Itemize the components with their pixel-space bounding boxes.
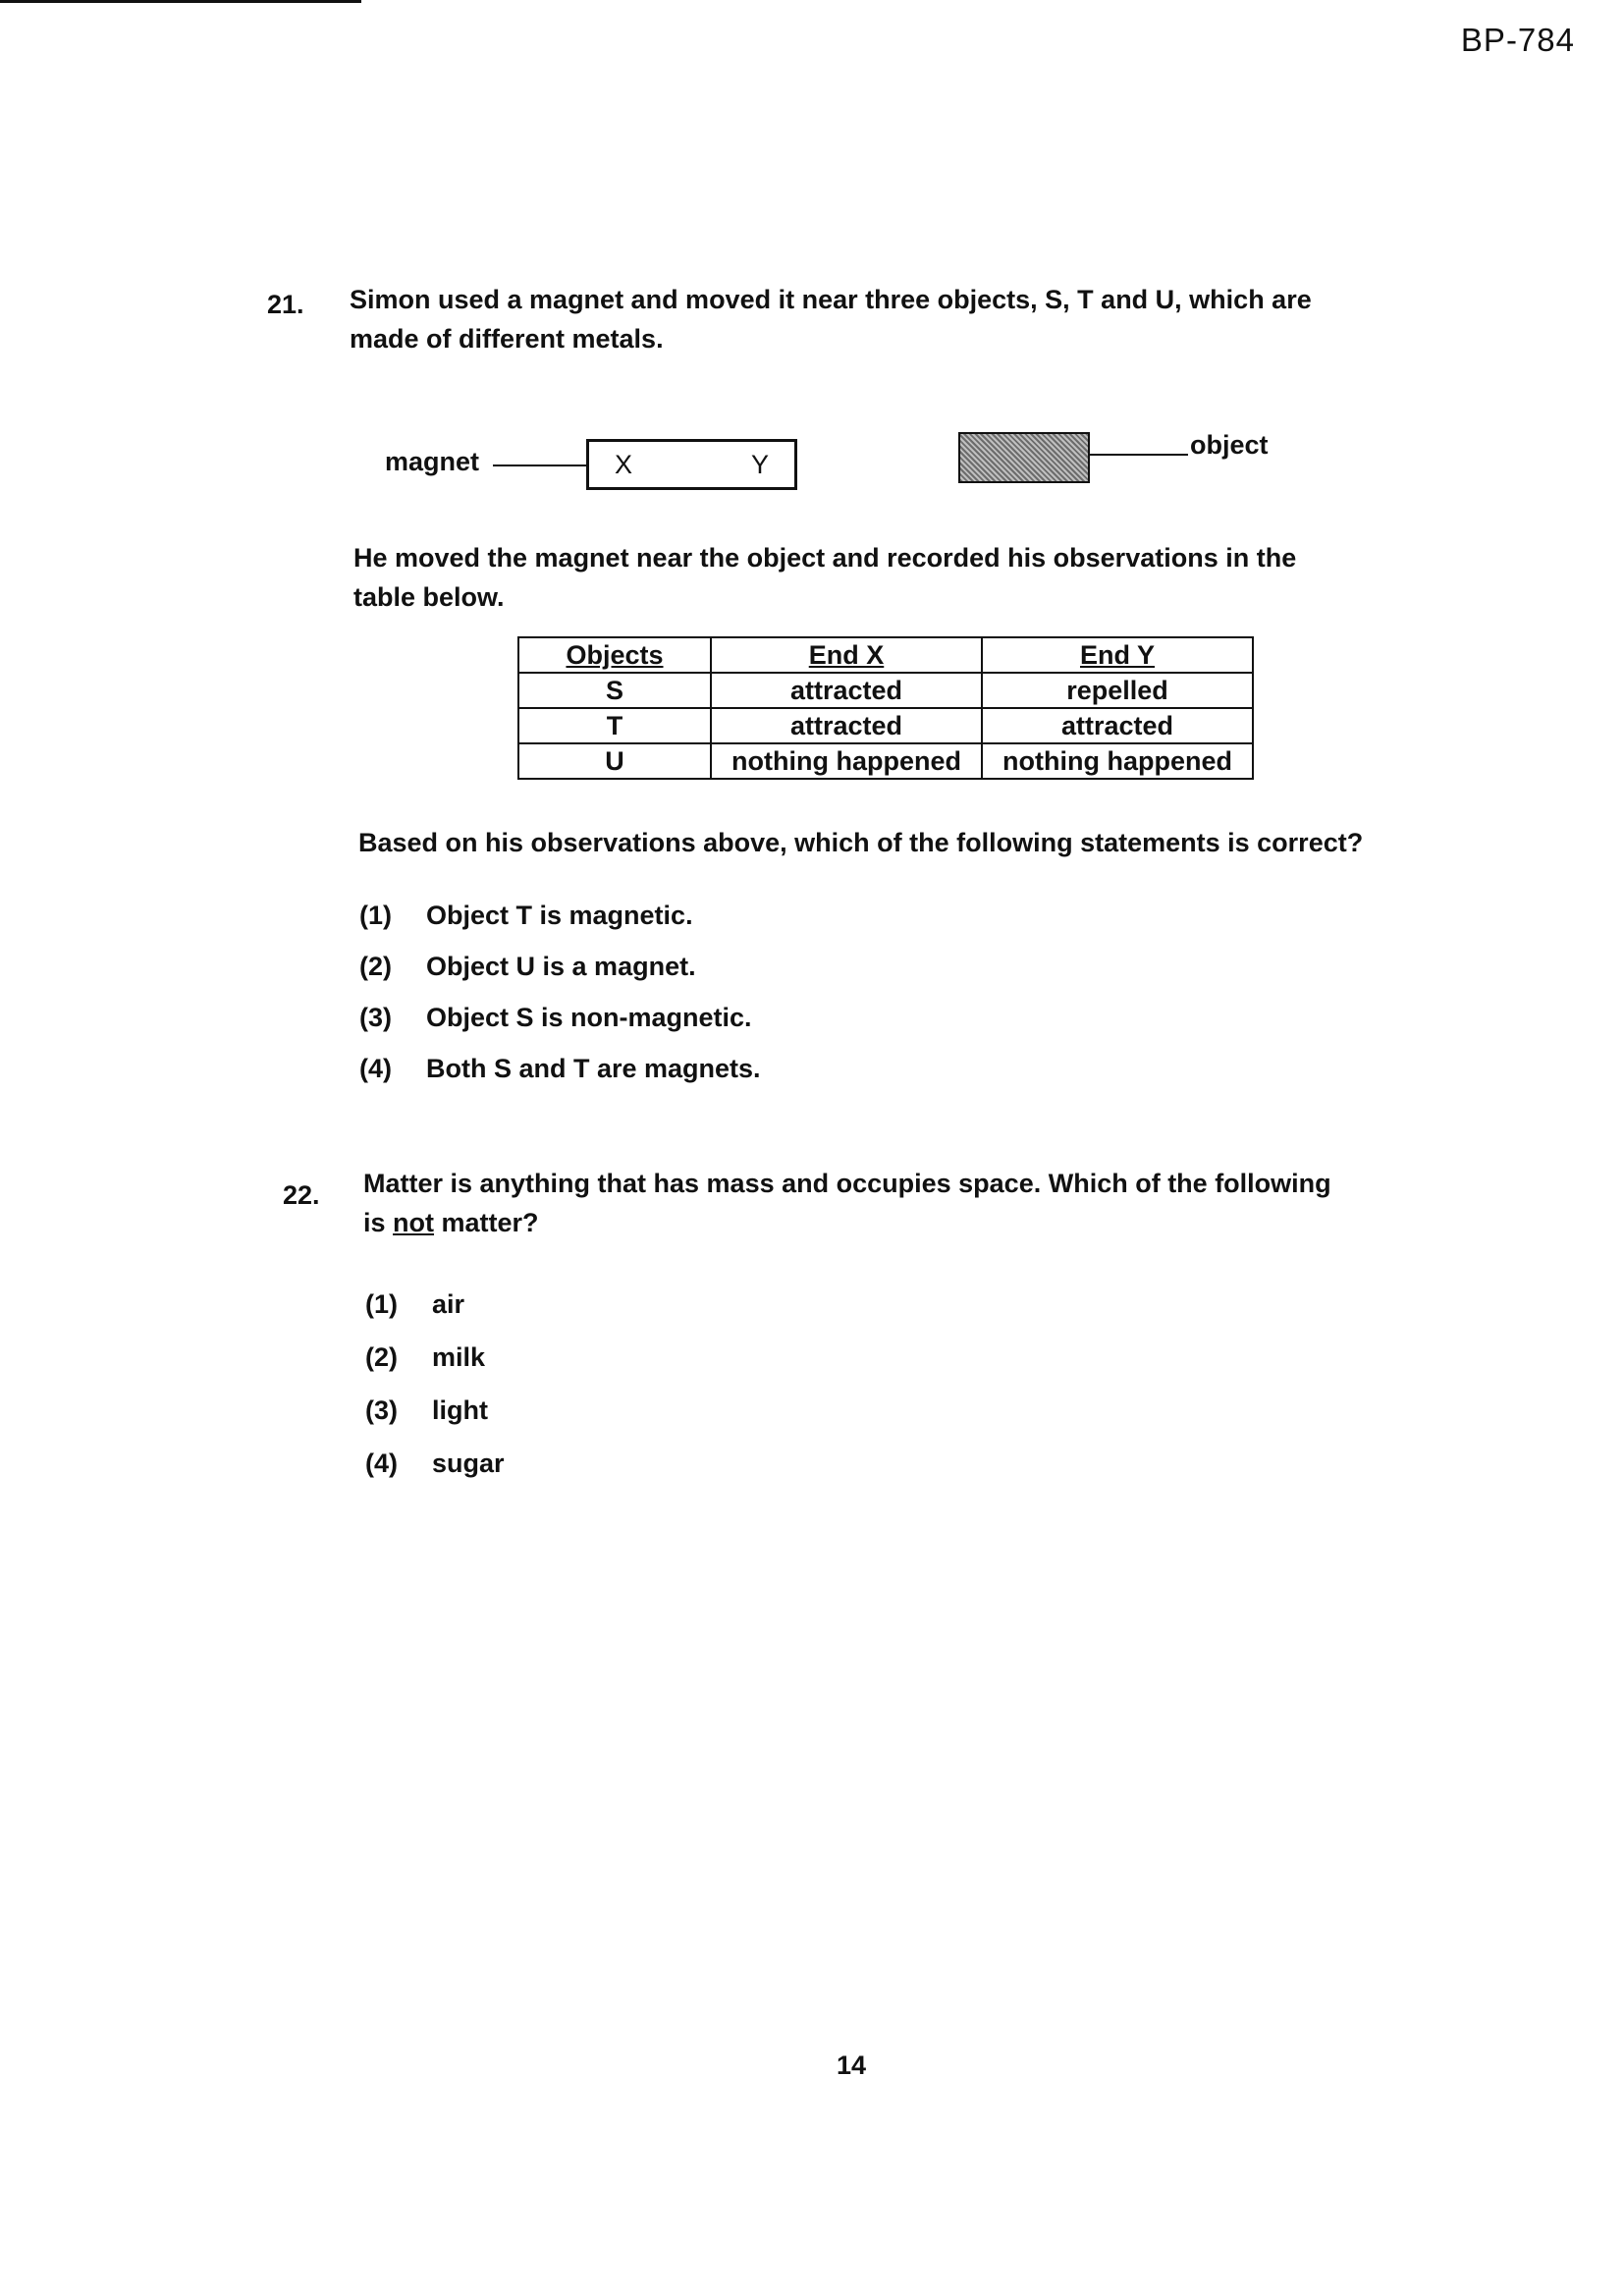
option-text: Object U is a magnet. — [426, 952, 696, 981]
option-number: (2) — [365, 1342, 398, 1372]
option-number: (3) — [359, 1003, 392, 1032]
table-header-row — [518, 637, 1253, 673]
question-21-prompt: Based on his observations above, which of the following statements is correct? — [358, 828, 1364, 857]
option-text: Both S and T are magnets. — [426, 1054, 761, 1083]
option-number: (3) — [365, 1395, 398, 1425]
question-21-stem — [350, 280, 1312, 358]
question-22-stem-line-1: Matter is anything that has mass and occupies space. Which of the following — [363, 1169, 1331, 1198]
option-item[interactable] — [365, 1285, 505, 1324]
table-cell: repelled — [982, 673, 1253, 708]
option-item[interactable] — [365, 1338, 505, 1377]
magnet-bar — [586, 439, 797, 490]
option-item[interactable] — [359, 947, 761, 986]
option-item[interactable] — [365, 1391, 505, 1430]
metal-object — [958, 432, 1090, 483]
question-22-stem — [363, 1164, 1331, 1242]
table-row — [518, 743, 1253, 779]
table-cell: nothing happened — [711, 743, 982, 779]
table-cell: U — [518, 743, 711, 779]
option-item[interactable] — [359, 896, 761, 935]
table-cell: S — [518, 673, 711, 708]
table-cell: attracted — [711, 708, 982, 743]
magnet-end-x: X — [615, 449, 633, 479]
top-rule — [0, 0, 361, 3]
question-21-number: 21. — [267, 290, 304, 319]
question-21-intro — [353, 538, 1296, 617]
option-item[interactable] — [365, 1444, 505, 1483]
question-22-stem-line-2 — [363, 1203, 1331, 1242]
question-21-intro-line-1: He moved the magnet near the object and recorded his observations in the — [353, 543, 1297, 573]
question-22-options — [365, 1285, 505, 1483]
page-number: 14 — [837, 2050, 867, 2080]
table-cell: T — [518, 708, 711, 743]
option-number: (4) — [365, 1449, 398, 1478]
option-text: Object S is non-magnetic. — [426, 1003, 752, 1032]
option-item[interactable] — [359, 1049, 761, 1088]
question-21-options — [359, 896, 761, 1088]
emphasis-not: not — [393, 1208, 435, 1237]
question-22-number: 22. — [283, 1180, 320, 1210]
option-number: (1) — [365, 1289, 398, 1319]
table-cell: attracted — [711, 673, 982, 708]
table-cell: attracted — [982, 708, 1253, 743]
table-header-end-x: End X — [711, 637, 982, 673]
option-text: sugar — [432, 1449, 505, 1478]
table-cell: nothing happened — [982, 743, 1253, 779]
option-number: (4) — [359, 1054, 392, 1083]
observation-table — [517, 636, 1254, 780]
option-text: light — [432, 1395, 488, 1425]
option-text: milk — [432, 1342, 486, 1372]
option-item[interactable] — [359, 998, 761, 1037]
question-21-intro-line-2: table below. — [353, 582, 505, 612]
magnet-end-y: Y — [750, 449, 769, 479]
object-leader-line — [1090, 454, 1188, 456]
question-21-stem-line-2: made of different metals. — [350, 324, 664, 354]
stem-text: is — [363, 1208, 394, 1237]
paper-code: BP-784 — [1460, 22, 1575, 58]
option-number: (1) — [359, 901, 392, 930]
stem-text: matter? — [434, 1208, 539, 1237]
object-label: object — [1190, 430, 1269, 460]
option-text: air — [432, 1289, 465, 1319]
table-row — [518, 673, 1253, 708]
table-header-objects: Objects — [518, 637, 711, 673]
magnet-leader-line — [493, 465, 586, 466]
option-text: Object T is magnetic. — [426, 901, 693, 930]
option-number: (2) — [359, 952, 392, 981]
magnet-label: magnet — [385, 447, 480, 476]
table-row — [518, 708, 1253, 743]
table-header-end-y: End Y — [982, 637, 1253, 673]
question-21-stem-line-1: Simon used a magnet and moved it near three objects, S, T and U, which are — [350, 285, 1312, 314]
